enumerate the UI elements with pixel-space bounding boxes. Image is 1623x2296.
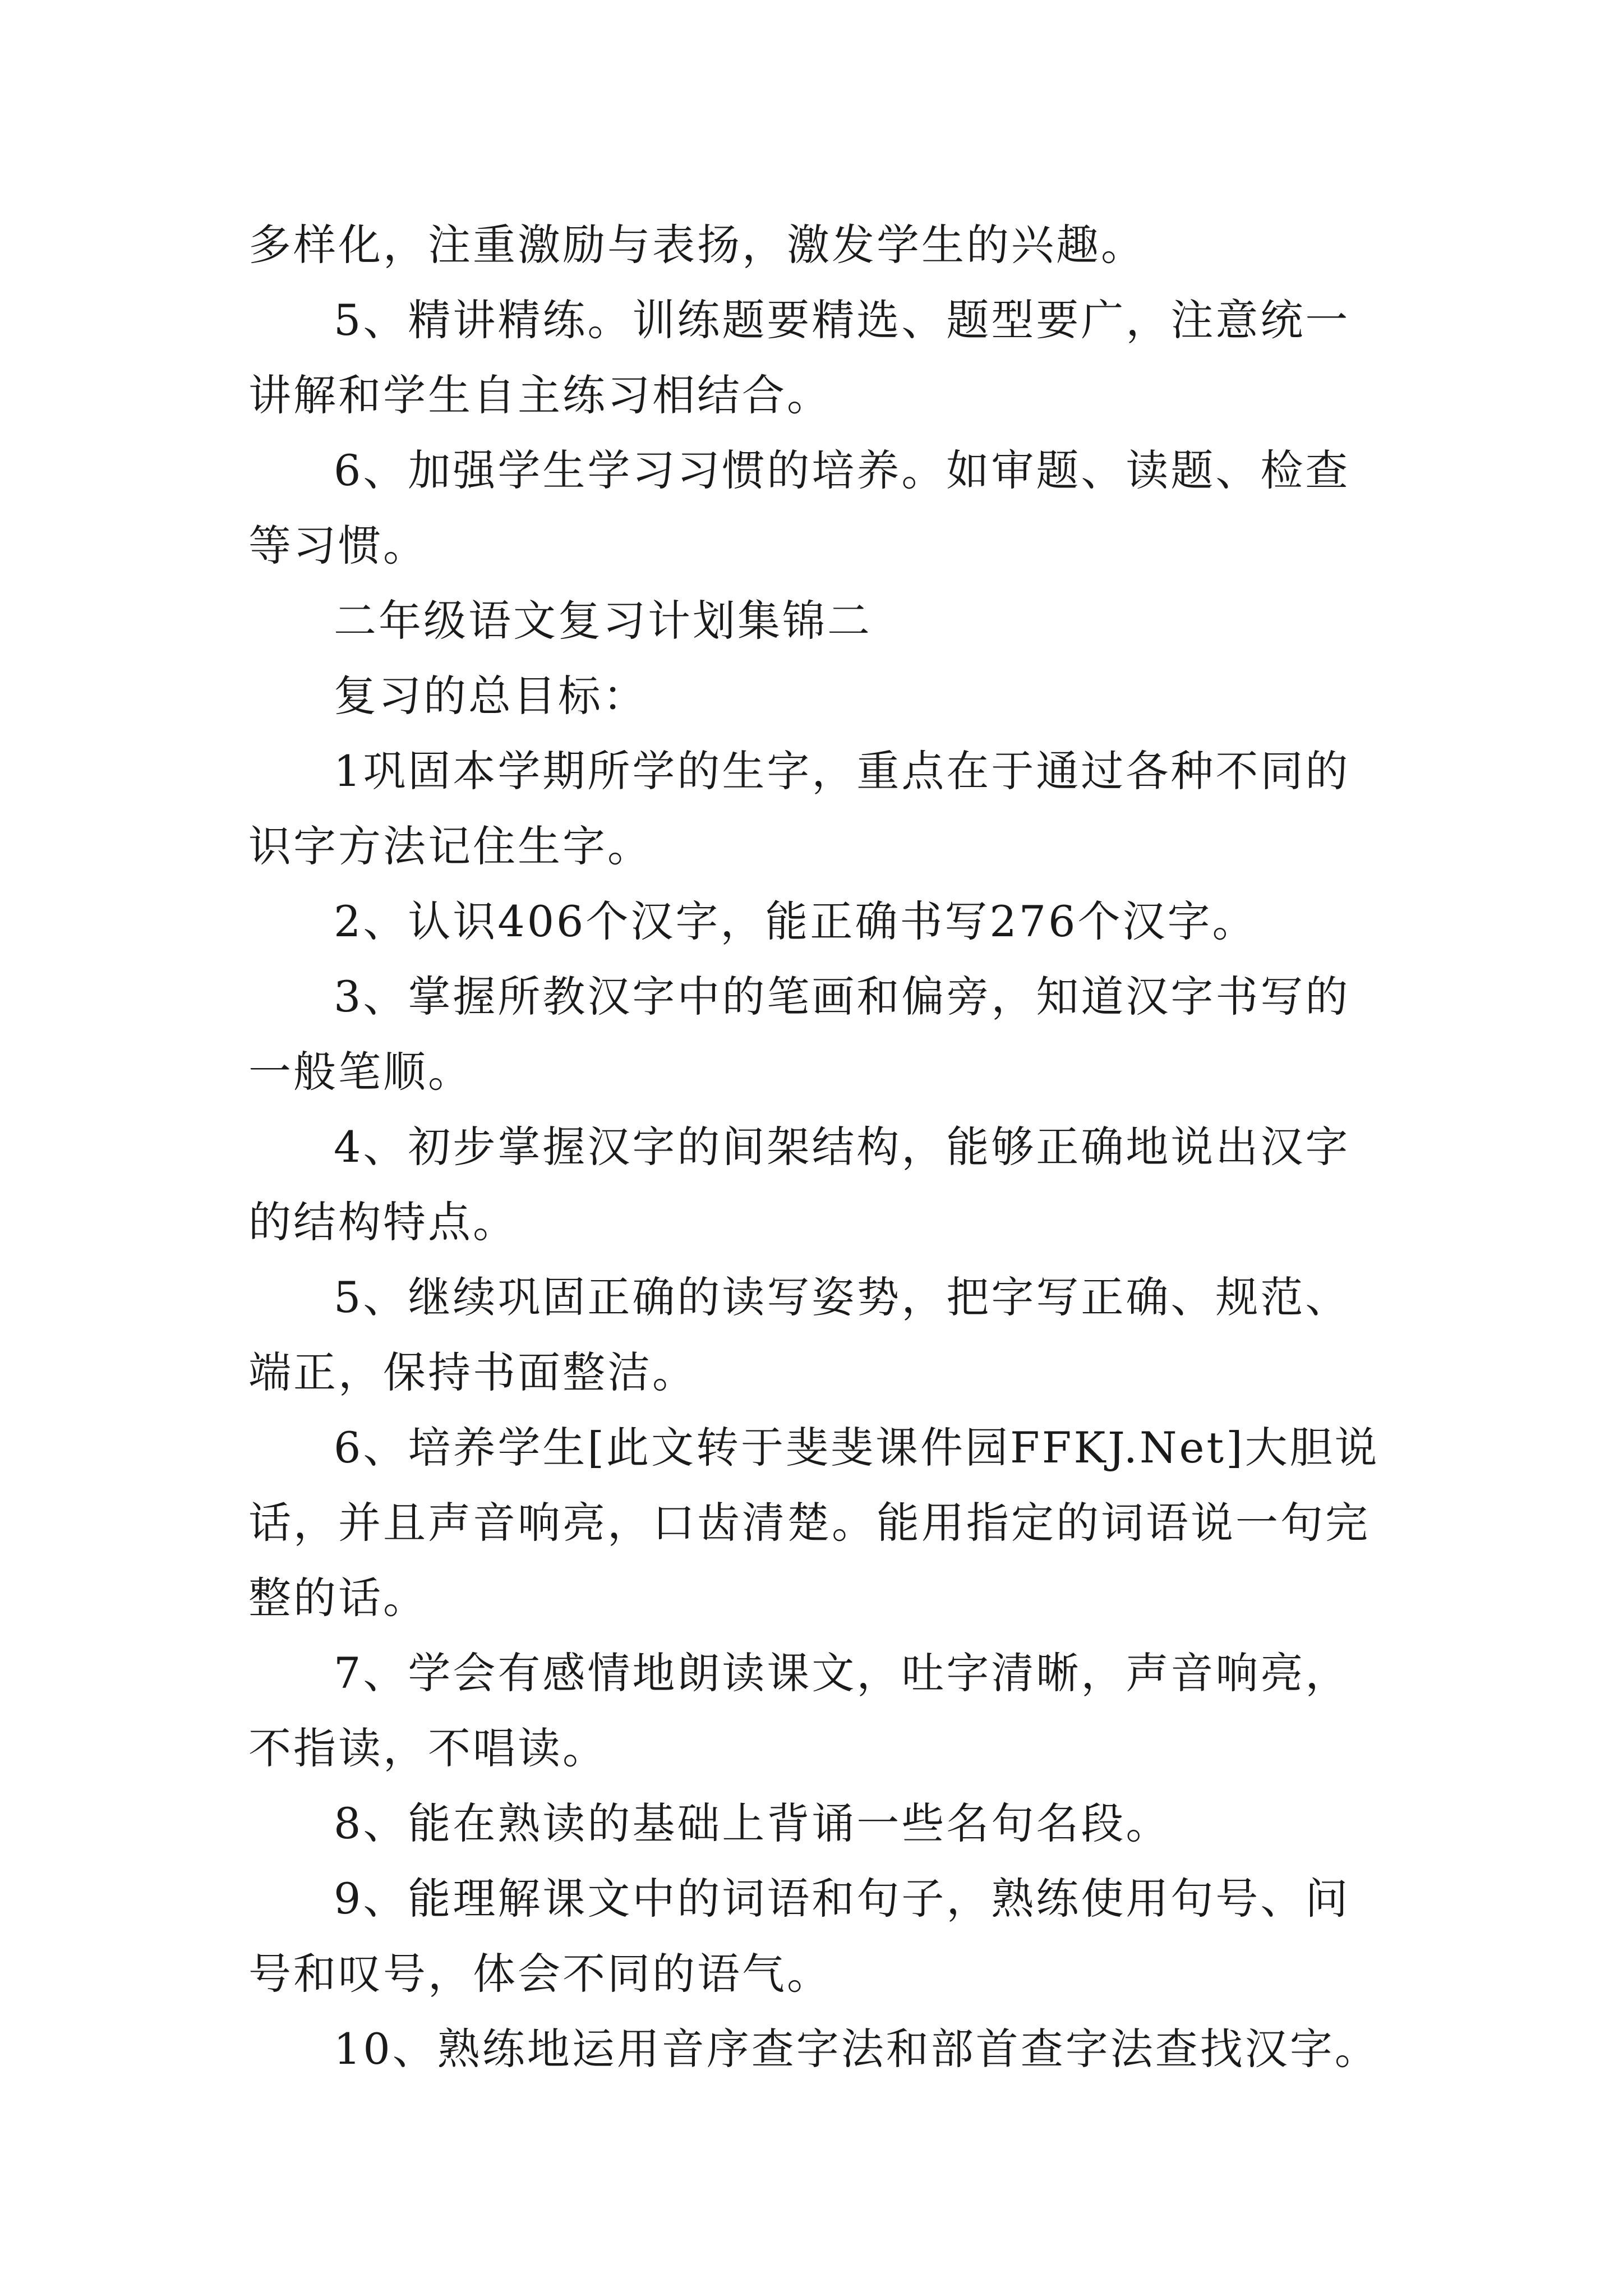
document-body — [248, 208, 1387, 2087]
section-heading: 二年级语文复习计划集锦二 — [334, 596, 872, 646]
goal-item-3: 3、掌握所教汉字中的笔画和偏旁，知道汉字书写的一般笔顺。 — [248, 972, 1350, 1097]
goal-item-9: 9、能理解课文中的词语和句子，熟练使用句号、问号和叹号，体会不同的语气。 — [248, 1874, 1350, 1999]
goal-item-1: 1巩固本学期所学的生字，重点在于通过各种不同的识字方法记住生字。 — [248, 746, 1350, 871]
paragraph-1: 多样化，注重激励与表扬，激发学生的兴趣。 — [248, 220, 1146, 270]
goal-item-7: 7、学会有感情地朗读课文，吐字清晰，声音响亮，不指读，不唱读。 — [248, 1648, 1350, 1773]
goal-item-4: 4、初步掌握汉字的间架结构，能够正确地说出汉字的结构特点。 — [248, 1122, 1350, 1247]
goal-item-2: 2、认识406个汉字，能正确书写276个汉字。 — [334, 896, 1257, 946]
goals-heading: 复习的总目标： — [334, 671, 648, 721]
goal-item-8: 8、能在熟读的基础上背诵一些名句名段。 — [334, 1798, 1171, 1848]
goal-item-10: 10、熟练地运用音序查字法和部首查字法查找汉字。 — [334, 2024, 1380, 2074]
paragraph-2: 5、精讲精练。训练题要精选、题型要广，注意统一讲解和学生自主练习相结合。 — [248, 295, 1350, 420]
goal-item-6: 6、培养学生[此文转于斐斐课件园FFKJ.Net]大胆说话，并且声音响亮，口齿清楚。能用指定的词语说一句完整的话。 — [248, 1423, 1380, 1623]
paragraph-3: 6、加强学生学习习惯的培养。如审题、读题、检查等习惯。 — [248, 445, 1350, 570]
goal-item-5: 5、继续巩固正确的读写姿势，把字写正确、规范、端正，保持书面整洁。 — [248, 1272, 1350, 1397]
